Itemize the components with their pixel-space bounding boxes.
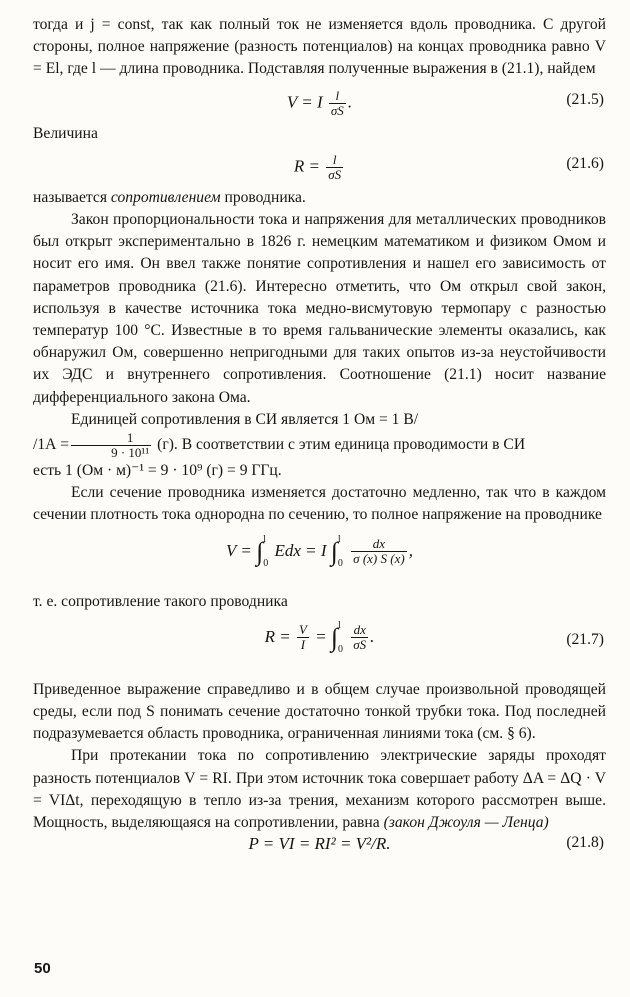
integral2-limit-bottom: 0 <box>337 557 343 569</box>
eq-21-5-denominator: σS <box>330 102 344 118</box>
page-number: 50 <box>34 960 51 977</box>
eq-21-7-den1: I <box>300 637 306 653</box>
paragraph-9-text: При протекании тока по сопротивлению электрические заряды проходят разность потенциалов V = RI. При этом источник тока совершает работу ΔA = ΔQ · V = VIΔt, переходящую в тепло из-за трения, механизм которого рассмотрен выше. Мощность, выделяющаяся на сопротивлении, равна <box>33 747 606 832</box>
term-resistance: сопротивлением <box>110 188 221 206</box>
equation-21-8 <box>33 834 606 862</box>
eq-int-fraction <box>351 537 407 566</box>
eq-int-tail: , <box>408 540 413 560</box>
eq-21-5-fraction <box>329 89 346 118</box>
integral3-limit-top: l <box>338 619 341 631</box>
paragraph-5-a: Единицей сопротивления в СИ является 1 Ом = 1 В/ <box>71 410 419 428</box>
equation-21-6 <box>33 145 606 187</box>
equation-21-5 <box>33 81 606 123</box>
eq-21-5-numerator: l <box>329 89 346 104</box>
eq-21-7-label: (21.7) <box>566 630 604 648</box>
eq-21-7-equals: = <box>315 626 327 646</box>
paragraph-7: т. е. сопротивление такого проводника <box>33 592 288 610</box>
paragraph-3-prefix: называется <box>33 188 111 206</box>
paragraph-5-b: /1А = <box>33 436 70 454</box>
paragraph-4: Закон пропорциональности тока и напряжения для металлических проводников был открыт экспериментально в 1826 г. немецким математиком и физиком Омом и носит его имя. Он ввел также понятие сопротивления и нашел его зависимость от параметров проводника (21.6). Интересно отметить, что Ом открыл свой закон, используя в качестве источника тока медно-висмутовую термопару с разностью температур 100 °С. Известные в то время гальванические элементы оказались, как обнаружил Ом, совершенно непригодными для таких опытов из-за неустойчивости их ЭДС и внутреннего сопротивления. Соотношение (21.1) носит название дифференциального закона Ома. <box>33 211 606 406</box>
paragraph-2: Величина <box>33 124 98 142</box>
integral3-limit-bottom: 0 <box>338 643 343 655</box>
eq-int-denominator: σ (x) S (x) <box>353 551 405 567</box>
eq-int-lhs: V = <box>226 540 252 560</box>
eq-21-6-numerator: l <box>326 153 343 168</box>
paragraph-5-frac-den: 9 · 10¹¹ <box>111 445 150 461</box>
integral2-limit-top: l <box>337 533 341 545</box>
integral-limits-2 <box>338 533 343 571</box>
eq-21-6-fraction <box>326 153 343 182</box>
eq-int-numerator: dx <box>351 537 407 552</box>
paragraph-8: Приведенное выражение справедливо и в общем случае произвольной проводящей среды, если под S понимать сечение достаточно тонкой трубки тока. Под последней подразумевается область проводника, ограниченная линиями тока (см. § 6). <box>33 680 606 743</box>
joule-lenz-law: (закон Джоуля — Ленца) <box>383 814 549 832</box>
integral-sign-2: ∫ <box>330 536 338 566</box>
eq-21-7-den2: σS <box>353 637 367 653</box>
paragraph-5-fraction <box>71 431 151 460</box>
eq-21-7-num2: dx <box>351 623 368 638</box>
eq-21-6-denominator: σS <box>328 166 342 182</box>
integral-sign: ∫ <box>256 536 264 566</box>
integral-sign-3: ∫ <box>330 622 338 652</box>
paragraph-5 <box>33 409 606 482</box>
eq-21-5-tail: . <box>347 92 353 112</box>
paragraph-6: Если сечение проводника изменяется достаточно медленно, так что в каждом сечении плотность тока однородна по сечению, то полное напряжение на проводнике <box>33 484 606 524</box>
equation-integral-voltage <box>33 527 606 591</box>
page-body <box>33 14 606 862</box>
eq-21-7-fraction-1 <box>297 623 309 652</box>
eq-21-6-label: (21.6) <box>566 154 604 172</box>
eq-21-7-fraction-2 <box>351 623 368 652</box>
eq-21-7-tail: . <box>370 626 375 646</box>
integral-limits <box>263 533 268 571</box>
paragraph-3-suffix: проводника. <box>220 188 306 206</box>
eq-21-5-label: (21.5) <box>566 90 604 108</box>
integral-limits-3 <box>338 619 343 657</box>
eq-int-mid: Edx = I <box>274 540 327 560</box>
integral-limit-bottom: 0 <box>263 557 269 569</box>
paragraph-3 <box>33 187 606 209</box>
paragraph-5-d: есть 1 (Ом · м)⁻¹ = 9 · 10⁹ (г) = 9 ГГц. <box>33 462 282 480</box>
eq-21-8-label: (21.8) <box>566 834 604 852</box>
paragraph-5-c: (г). В соответствии с этим единица проводимости в СИ <box>157 436 526 454</box>
eq-21-6-lhs: R = <box>293 156 320 176</box>
eq-21-5-lhs: V = I <box>286 92 323 112</box>
paragraph-9 <box>33 745 606 834</box>
integral-limit-top: l <box>263 533 267 545</box>
eq-21-7-lhs: R = <box>264 626 291 646</box>
paragraph-1: тогда и j = const, так как полный ток не изменяется вдоль проводника. С другой стороны, полное напряжение (разность потенциалов) на концах проводника равно V = El, где l — длина проводника. Подставляя полученные выражения в (21.1), найдем <box>33 16 606 78</box>
equation-21-7 <box>33 613 606 679</box>
paragraph-5-frac-num: 1 <box>71 431 151 446</box>
eq-21-8-body: P = VI = RI² = V²/R. <box>248 834 391 854</box>
eq-21-7-num1: V <box>298 622 307 638</box>
